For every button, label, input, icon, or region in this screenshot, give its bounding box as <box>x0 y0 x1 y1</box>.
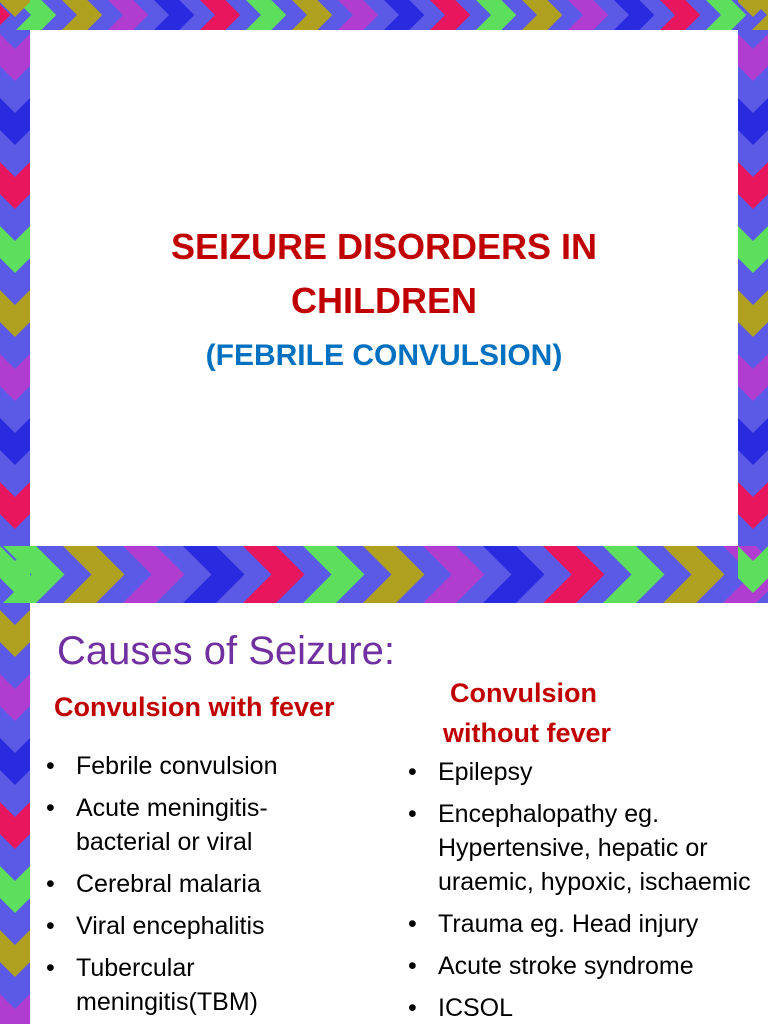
stripe-chevron <box>183 546 245 603</box>
bullet-item-line: uraemic, hypoxic, ischaemic <box>438 868 751 896</box>
stripe-chevron <box>384 0 424 30</box>
stripe-chevron <box>0 0 30 17</box>
right-column-header-line1: Convulsion <box>450 678 597 708</box>
bullet-item-line: • Trauma eg. Head injury <box>438 910 699 938</box>
stripe-chevron <box>0 34 30 81</box>
right-bullet-list <box>404 755 751 1024</box>
stripe-chevron <box>663 546 725 603</box>
bullet-item-line: • Viral encephalitis <box>76 912 265 940</box>
stripe-chevron <box>0 226 30 273</box>
bullet-item <box>404 755 751 789</box>
right-column-header-line2: without fever <box>443 718 612 748</box>
stripe-chevron <box>430 0 470 30</box>
middle-border-stripes <box>0 546 768 603</box>
stripe-chevron <box>738 354 768 401</box>
bullet-item <box>404 907 751 941</box>
stripe-chevron <box>292 0 332 30</box>
stripe-chevron <box>423 546 485 603</box>
bullet-item-line: meningitis(TBM) <box>76 988 258 1016</box>
stripe-chevron <box>0 610 30 657</box>
stripe-chevron <box>123 546 185 603</box>
stripe-chevron <box>0 866 30 913</box>
stripe-chevron <box>738 162 768 209</box>
stripe-chevron <box>0 738 30 785</box>
stripe-chevron <box>0 482 30 529</box>
right-border-stripes <box>738 0 768 603</box>
bullet-item <box>42 867 278 901</box>
bullet-item-line: • Febrile convulsion <box>76 752 278 780</box>
bullet-item <box>42 909 278 943</box>
bullet-item <box>42 749 278 783</box>
stripe-chevron <box>0 930 30 977</box>
stripe-chevron <box>363 546 425 603</box>
stripe-chevron <box>738 34 768 81</box>
bullet-item-line: • Acute stroke syndrome <box>438 952 694 980</box>
stripe-chevron <box>738 546 768 593</box>
stripe-chevron <box>0 802 30 849</box>
slide-title-line2: CHILDREN <box>291 280 477 321</box>
bullet-item-line: • Epilepsy <box>438 758 533 786</box>
stripe-chevron <box>0 290 30 337</box>
stripe-chevron <box>614 0 654 30</box>
stripe-chevron <box>738 482 768 529</box>
bullet-item-line: • Encephalopathy eg. <box>438 800 660 828</box>
stripe-chevron <box>154 0 194 30</box>
bullet-item-line: • Cerebral malaria <box>76 870 261 898</box>
left-bullet-list <box>42 749 278 1024</box>
stripe-chevron <box>522 0 562 30</box>
stripe-chevron <box>0 418 30 465</box>
bullet-item-line: Hypertensive, hepatic or <box>438 834 708 862</box>
title-slide <box>30 30 738 546</box>
stripe-chevron <box>0 162 30 209</box>
stripe-chevron <box>0 546 30 593</box>
stripe-chevron <box>603 546 665 603</box>
stripe-chevron <box>338 0 378 30</box>
stripe-chevron <box>303 546 365 603</box>
top-border-stripes <box>0 0 768 30</box>
stripe-chevron <box>660 0 700 30</box>
stripe-chevron <box>0 98 30 145</box>
slide-subtitle: (FEBRILE CONVULSION) <box>205 339 563 372</box>
stripe-chevron <box>476 0 516 30</box>
stripe-chevron <box>0 354 30 401</box>
left-column-header: Convulsion with fever <box>54 692 335 722</box>
bullet-item-line: • ICSOL <box>438 994 514 1022</box>
bullet-item <box>42 791 278 859</box>
stripe-chevron <box>738 418 768 465</box>
bullet-item-line: bacterial or viral <box>76 828 253 856</box>
stripe-chevron <box>738 0 768 17</box>
stripe-chevron <box>243 546 305 603</box>
slide-title-line1: SEIZURE DISORDERS IN <box>170 226 598 267</box>
stripe-chevron <box>200 0 240 30</box>
bullet-item <box>404 797 751 899</box>
stripe-chevron <box>62 0 102 30</box>
stripe-chevron <box>738 226 768 273</box>
causes-slide <box>30 603 768 1024</box>
stripe-chevron <box>108 0 148 30</box>
bullet-item <box>404 949 751 983</box>
stripe-chevron <box>0 994 30 1024</box>
stripe-chevron <box>246 0 286 30</box>
stripe-chevron <box>63 546 125 603</box>
bullet-item <box>404 991 751 1024</box>
stripe-chevron <box>543 546 605 603</box>
bullet-item-line: • Acute meningitis- <box>76 794 268 822</box>
stripe-chevron <box>0 674 30 721</box>
bullet-item-line: • Tubercular <box>76 954 195 982</box>
stripe-chevron <box>568 0 608 30</box>
stripe-chevron <box>483 546 545 603</box>
stripe-chevron <box>738 98 768 145</box>
slide-heading: Causes of Seizure: <box>57 629 395 673</box>
stripe-chevron <box>738 290 768 337</box>
left-border-stripes <box>0 0 30 1024</box>
bullet-item <box>42 951 278 1019</box>
